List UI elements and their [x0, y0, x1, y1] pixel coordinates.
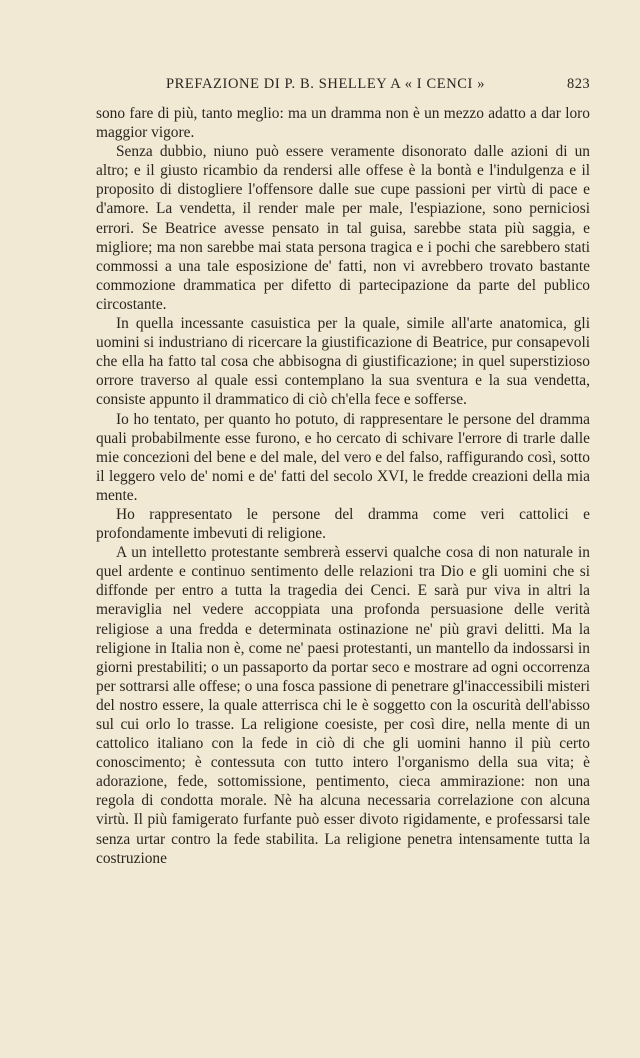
running-title: PREFAZIONE DI P. B. SHELLEY A « I CENCI »: [166, 76, 486, 92]
paragraph: A un intelletto protestante sembrerà esservi qualche cosa di non naturale in quel ardente e continuo sentimento delle relazioni tra Dio e gli uomini che si diffonde per entro a tutta la tragedia dei Cenci. E sarà pur viva in altri la meraviglia nel vedere accoppiata una profonda persuasione delle verità religiose a una fredda e determinata ostinazione ne' più gravi delitti. Ma la religione in Italia non è, come ne' paesi protestanti, un mantello da indossarsi in giorni prestabiliti; o un passaporto da portar seco e mostrare ad ogni occorrenza per sottrarsi alle offese; o una fosca passione di penetrare gl'inaccessibili misteri del nostro essere, la quale atterrisca chi le è soggetto con la oscurità dell'abisso sul cui orlo lo trasse. La religione coesiste, per così dire, nella mente di un cattolico italiano con la fede in ciò di che gli uomini hanno il più certo conoscimento; è contessuta con tutto intero l'organismo della sua vita; è adorazione, fede, sottomissione, pentimento, cieca ammirazione: non una regola di condotta morale. Nè ha alcuna necessaria correlazione con alcuna virtù. Il più famigerato furfante può esser divoto rigidamente, e professarsi tale senza urtar contro la fede stabilita. La religione penetra intensamente tutta la costruzione: [96, 544, 590, 867]
paragraph: In quella incessante casuistica per la quale, simile all'arte anatomica, gli uomini si industriano di ricercare la giustificazione di Beatrice, pur consapevoli che ella ha fatto tal cosa che abbisogna di giustificazione; in quel superstizioso orrore traverso al quale essi contemplano la sua sventura e la sua vendetta, consiste appunto il drammatico di ciò ch'ella fece e sofferse.: [96, 315, 590, 409]
paragraph-continuation: sono fare di più, tanto meglio: ma un dramma non è un mezzo adatto a dar loro maggior vigore.: [96, 105, 590, 142]
page-number: 823: [567, 76, 590, 92]
body-text: [96, 104, 590, 868]
paragraph: Ho rappresentato le persone del dramma come veri cattolici e profondamente imbevuti di religione.: [96, 505, 590, 543]
paragraph: Io ho tentato, per quanto ho potuto, di rappresentare le persone del dramma quali probabilmente esse furono, e ho cercato di schivare l'errore di trarle dalle mie concezioni del bene e del male, del vero e del falso, raffigurando così, sotto il leggero velo de' nomi e de' fatti del secolo XVI, le fredde creazioni della mia mente.: [96, 410, 590, 504]
page-header: [96, 76, 590, 96]
paragraph: Senza dubbio, niuno può essere veramente disonorato dalle azioni di un altro; e il giusto ricambio da rendersi alle offese è la bontà e l'indulgenza e il proposito di distogliere l'offensore dalle sue cupe passioni per virtù di pace e d'amore. La vendetta, il render male per male, l'espiazione, sono perniciosi errori. Se Beatrice avesse pensato in tal guisa, sarebbe stata più saggia, e migliore; ma non sarebbe mai stata persona tragica e i pochi che sarebbero stati commossi a una tale esposizione de' fatti, non vi avrebbero trovato bastante commozione drammatica per difetto di partecipazione da parte del publico circostante.: [96, 143, 590, 313]
